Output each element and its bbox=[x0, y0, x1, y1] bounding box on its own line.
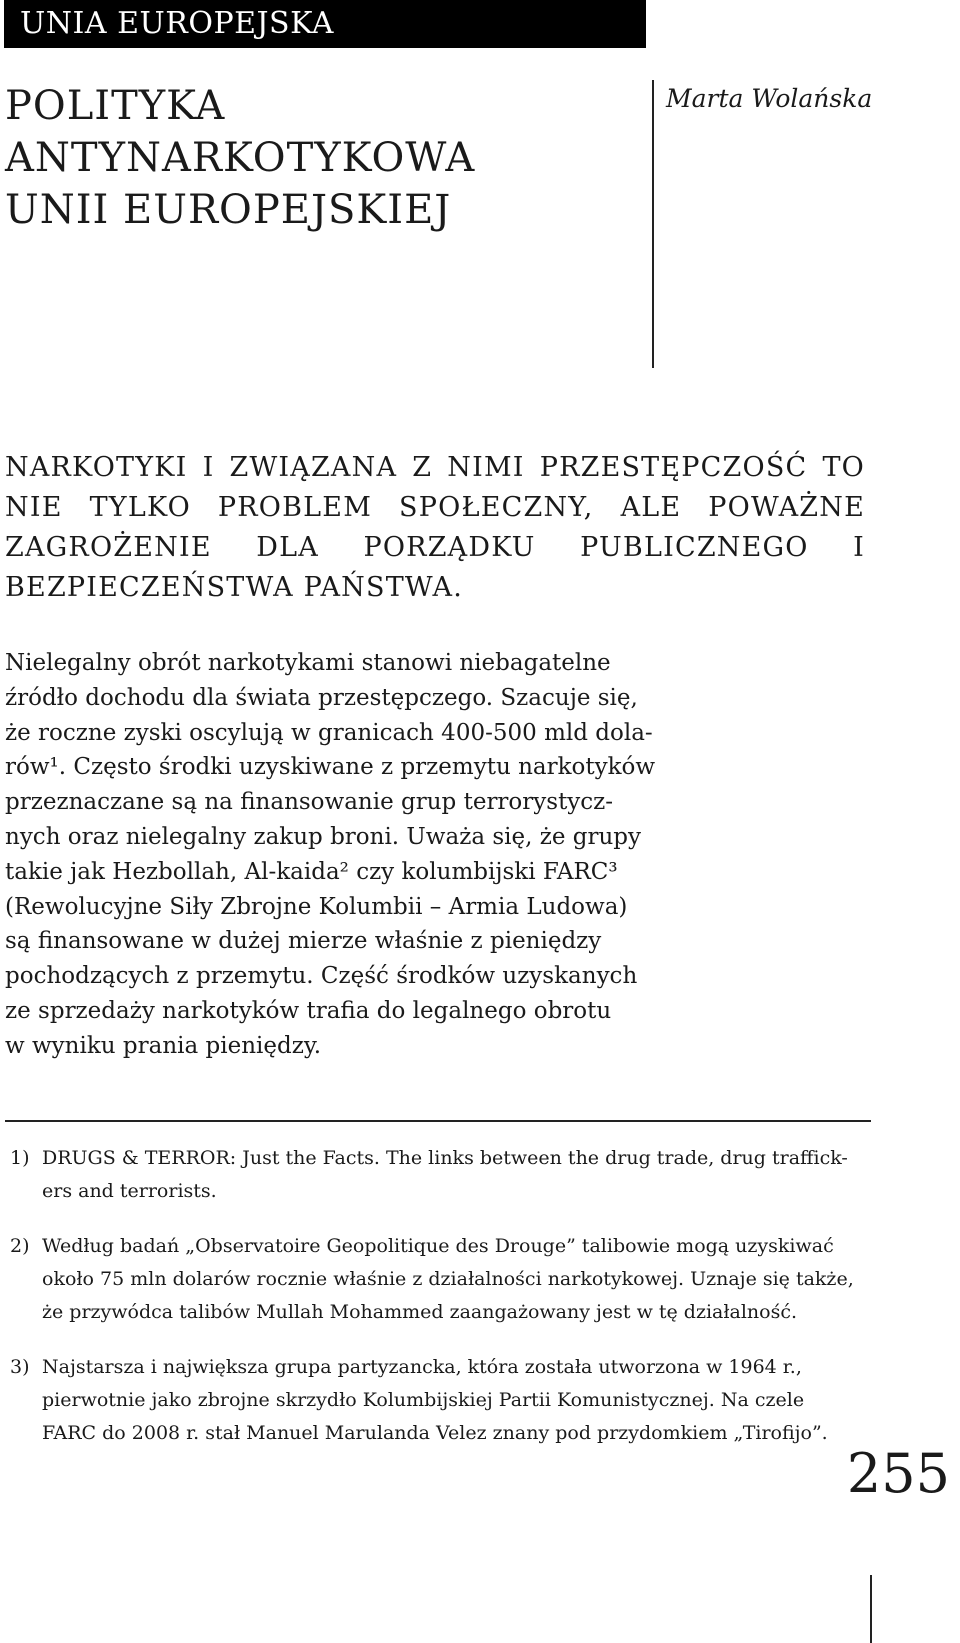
body-line: ze sprzedaży narkotyków trafia do legalnego obrotu bbox=[5, 997, 612, 1024]
title-line: ANTYNARKOTYKOWA bbox=[5, 135, 476, 181]
body-line: w wyniku prania pieniędzy. bbox=[5, 1032, 322, 1059]
body-line: przeznaczane są na finansowanie grup terrorystycz- bbox=[5, 789, 614, 816]
page-number: 255 bbox=[846, 1442, 950, 1505]
footnotes bbox=[10, 1142, 870, 1472]
body-paragraph bbox=[5, 646, 665, 1064]
footnote-1 bbox=[10, 1142, 870, 1208]
footnote-divider bbox=[5, 1120, 871, 1122]
body-line: takie jak Hezbollah, Al-kaida² czy kolumbijski FARC³ bbox=[5, 858, 618, 885]
title-divider bbox=[652, 80, 654, 368]
footnote-number: 3) bbox=[10, 1356, 30, 1378]
footnote-2 bbox=[10, 1230, 870, 1329]
footnote-line: Najstarsza i największa grupa partyzancka, która została utworzona w 1964 r., bbox=[42, 1356, 802, 1378]
author-name: Marta Wolańska bbox=[666, 84, 873, 113]
body-line: rów¹. Często środki uzyskiwane z przemytu narkotyków bbox=[5, 754, 656, 781]
footnote-number: 2) bbox=[10, 1235, 30, 1257]
body-line: źródło dochodu dla świata przestępczego. Szacuje się, bbox=[5, 684, 638, 711]
section-header: UNIA EUROPEJSKA bbox=[4, 0, 646, 48]
title-line: UNII EUROPEJSKIEJ bbox=[5, 187, 452, 233]
body-line: nych oraz nielegalny zakup broni. Uważa się, że grupy bbox=[5, 823, 642, 850]
footnote-line: ers and terrorists. bbox=[42, 1180, 217, 1202]
footnote-line: że przywódca talibów Mullah Mohammed zaangażowany jest w tę działalność. bbox=[42, 1301, 798, 1323]
title-line: POLITYKA bbox=[5, 83, 226, 129]
page-edge-rule bbox=[870, 1575, 872, 1643]
footnote-number: 1) bbox=[10, 1147, 30, 1169]
body-line: (Rewolucyjne Siły Zbrojne Kolumbii – Armia Ludowa) bbox=[5, 893, 628, 920]
article-title bbox=[5, 80, 605, 236]
lead-paragraph: NARKOTYKI I ZWIĄZANA Z NIMI PRZESTĘPCZOŚĆ TO NIE TYLKO PROBLEM SPOŁECZNY, ALE POWAŻNE ZAGROŻENIE DLA PORZĄDKU PUBLICZNEGO I BEZPIECZEŃSTWA PAŃSTWA. bbox=[5, 452, 865, 603]
footnote-line: pierwotnie jako zbrojne skrzydło Kolumbijskiej Partii Komunistycznej. Na czele bbox=[42, 1389, 805, 1411]
body-line: są finansowane w dużej mierze właśnie z pieniędzy bbox=[5, 928, 602, 955]
footnote-line: około 75 mln dolarów rocznie właśnie z działalności narkotykowej. Uznaje się także, bbox=[42, 1268, 854, 1290]
footnote-line: Według badań „Observatoire Geopolitique des Drouge” talibowie mogą uzyskiwać bbox=[42, 1235, 834, 1257]
body-line: Nielegalny obrót narkotykami stanowi niebagatelne bbox=[5, 650, 611, 676]
footnote-line: FARC do 2008 r. stał Manuel Marulanda Velez znany pod przydomkiem „Tirofijo”. bbox=[42, 1422, 828, 1444]
body-line: pochodzących z przemytu. Część środków uzyskanych bbox=[5, 963, 638, 990]
footnote-3 bbox=[10, 1351, 870, 1450]
footnote-line: DRUGS & TERROR: Just the Facts. The links between the drug trade, drug traffick- bbox=[42, 1147, 848, 1169]
body-line: że roczne zyski oscylują w granicach 400-500 mld dola- bbox=[5, 719, 653, 746]
